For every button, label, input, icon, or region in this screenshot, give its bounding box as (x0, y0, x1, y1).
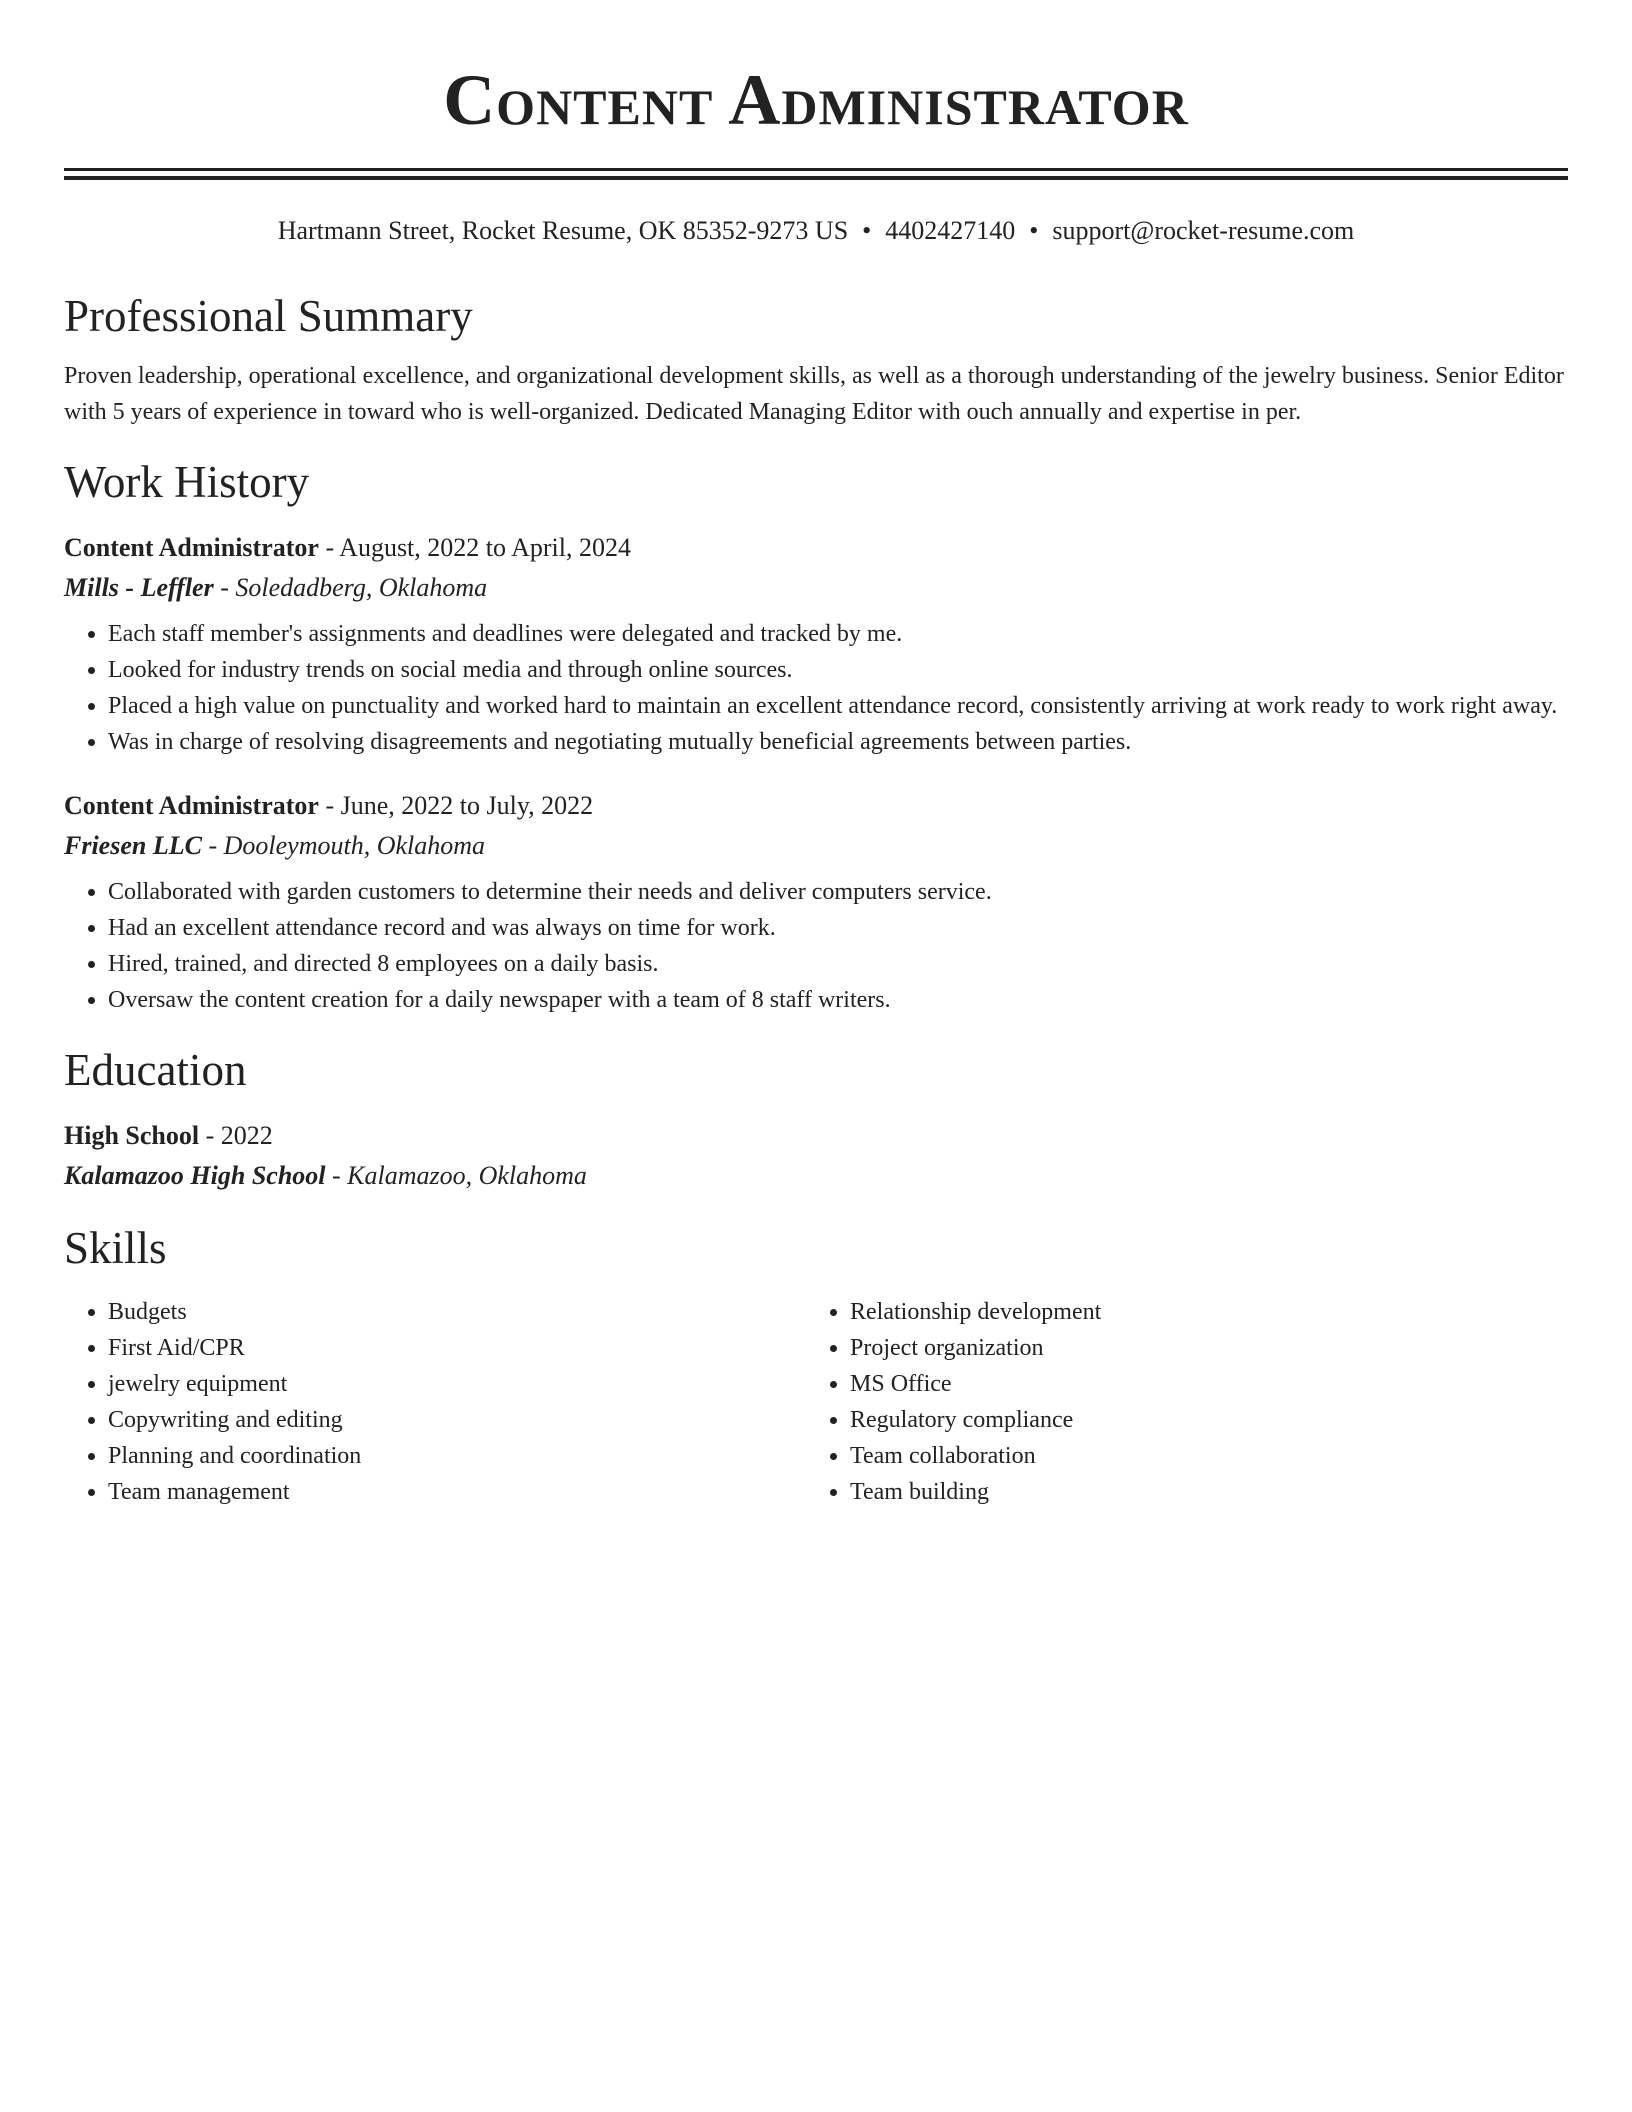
skills-list-right (806, 1294, 1548, 1510)
education-header (64, 1118, 1568, 1154)
education-year: - 2022 (199, 1121, 273, 1150)
education-school: Kalamazoo High School (64, 1161, 326, 1190)
contact-phone: 4402427140 (885, 216, 1016, 245)
skill-item: • First Aid/CPR (108, 1330, 806, 1366)
job-entry (64, 530, 1568, 760)
job-dates: - August, 2022 to April, 2024 (318, 533, 631, 562)
skill-item: • Team management (108, 1474, 806, 1510)
job-bullets (64, 874, 1568, 1018)
education-location: - Kalamazoo, Oklahoma (325, 1161, 587, 1190)
skill-item: • Budgets (108, 1294, 806, 1330)
contact-address: Hartmann Street, Rocket Resume, OK 85352-9273 US (277, 216, 849, 245)
job-bullets (64, 616, 1568, 760)
job-entry (64, 788, 1568, 1018)
skill-item: • jewelry equipment (108, 1366, 806, 1402)
job-role: Content Administrator (64, 533, 319, 562)
job-employer-line (64, 828, 1568, 864)
job-bullet: • Looked for industry trends on social media and through online sources. (108, 652, 1568, 688)
education-heading: Education (64, 1045, 247, 1095)
job-employer: Mills - Leffler (64, 573, 214, 602)
contact-separator: • (862, 216, 872, 245)
job-location: - Dooleymouth, Oklahoma (201, 831, 486, 860)
job-bullet: • Each staff member's assignments and deadlines were delegated and tracked by me. (108, 616, 1568, 652)
skills-list-left (64, 1294, 806, 1510)
contact-separator: • (1029, 216, 1039, 245)
job-header (64, 530, 1568, 566)
job-bullet: • Collaborated with garden customers to determine their needs and deliver computers service. (108, 874, 1568, 910)
job-role: Content Administrator (64, 791, 319, 820)
education-degree: High School (64, 1121, 200, 1150)
job-employer: Friesen LLC (64, 831, 202, 860)
skill-item: • Relationship development (850, 1294, 1548, 1330)
skill-item: • Regulatory compliance (850, 1402, 1548, 1438)
work-history-heading: Work History (64, 457, 310, 507)
job-location: - Soledadberg, Oklahoma (213, 573, 488, 602)
header-divider-bottom (64, 176, 1568, 180)
skill-item: • Team building (850, 1474, 1548, 1510)
resume-page (64, 0, 1568, 1510)
job-bullet: • Had an excellent attendance record and was always on time for work. (108, 910, 1568, 946)
skills-heading: Skills (64, 1223, 167, 1273)
summary-heading: Professional Summary (64, 291, 473, 341)
education-school-line (64, 1158, 1568, 1194)
skill-item: • Project organization (850, 1330, 1548, 1366)
skill-item: • Team collaboration (850, 1438, 1548, 1474)
job-bullet: • Was in charge of resolving disagreements and negotiating mutually beneficial agreements between parties. (108, 724, 1568, 760)
job-bullet: • Hired, trained, and directed 8 employees on a daily basis. (108, 946, 1568, 982)
job-employer-line (64, 570, 1568, 606)
resume-name-title: Content Administrator (443, 60, 1189, 140)
skill-item: • Planning and coordination (108, 1438, 806, 1474)
contact-line (64, 216, 1568, 246)
job-header (64, 788, 1568, 824)
job-dates: - June, 2022 to July, 2022 (318, 791, 594, 820)
summary-text: Proven leadership, operational excellence, and organizational development skills, as well as a thorough understanding of the jewelry business. Senior Editor with 5 years of experience in toward who is well-organized. Dedicated Managing Editor with ouch annually and expertise in per. (64, 363, 1564, 425)
header-divider-top (64, 168, 1568, 171)
education-entry (64, 1118, 1568, 1194)
skill-item: • MS Office (850, 1366, 1548, 1402)
skill-item: • Copywriting and editing (108, 1402, 806, 1438)
contact-email[interactable]: support@rocket-resume.com (1052, 216, 1355, 245)
skills-columns (64, 1294, 1568, 1510)
job-bullet: • Oversaw the content creation for a daily newspaper with a team of 8 staff writers. (108, 982, 1568, 1018)
job-bullet: • Placed a high value on punctuality and worked hard to maintain an excellent attendance record, consistently arriving at work ready to work right away. (108, 688, 1568, 724)
